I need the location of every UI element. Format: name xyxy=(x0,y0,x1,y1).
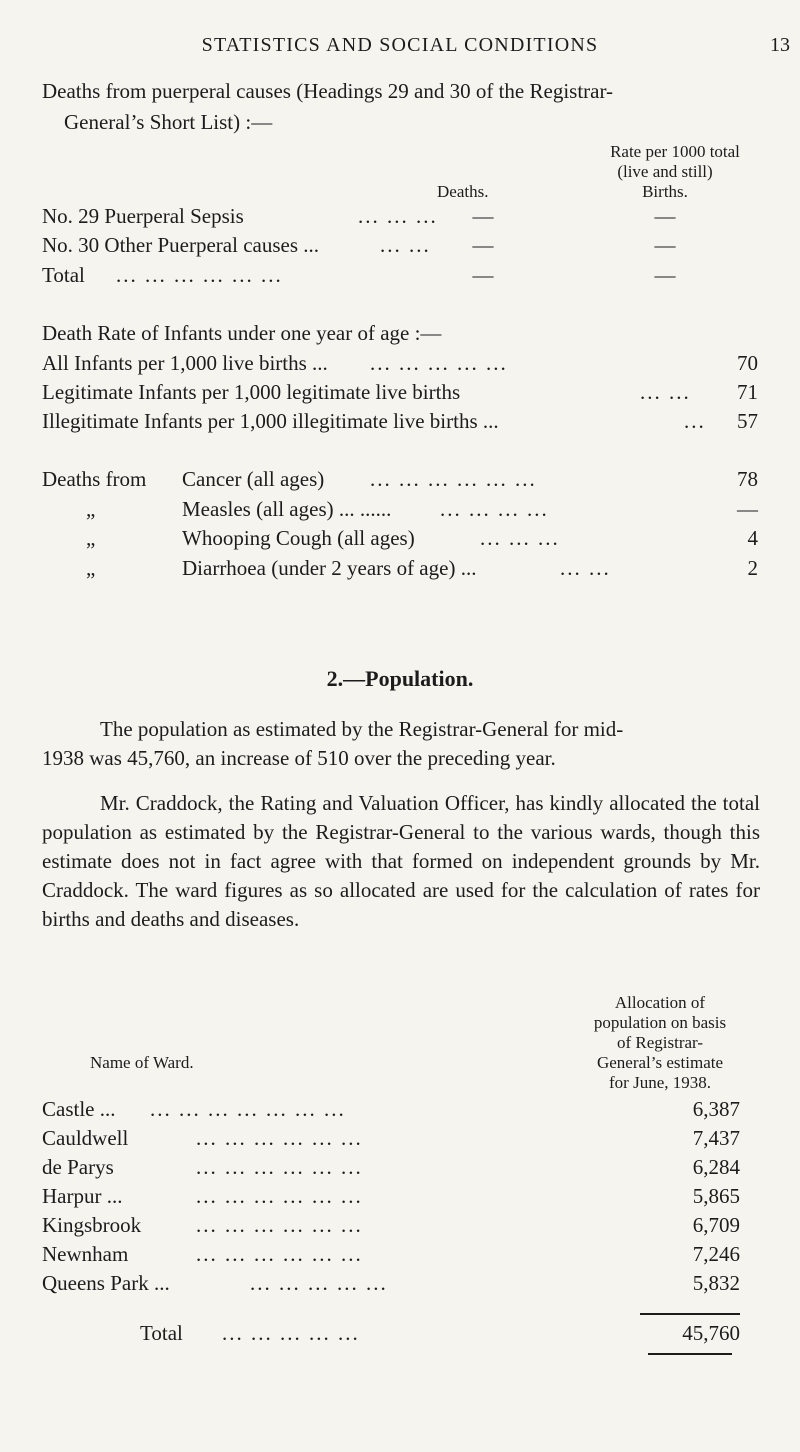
puerperal-intro-line-2: General’s Short List) :— xyxy=(64,110,273,134)
deaths-from-prefix: Deaths from xyxy=(42,467,147,491)
rate-col-header-1: Rate per 1000 total xyxy=(610,142,740,161)
alloc-col-header-1: Allocation of xyxy=(614,993,706,1012)
ward-population: 5,865 xyxy=(692,1184,740,1208)
deaths-col-header: Deaths. xyxy=(437,182,489,201)
total-rule-top xyxy=(640,1313,740,1315)
ward-population: 6,709 xyxy=(692,1213,740,1237)
infant-row-value: 71 xyxy=(737,380,758,404)
population-para1-line1: The population as estimated by the Registrar-General for mid- xyxy=(100,717,624,741)
deaths-from-prefix: „ xyxy=(86,497,96,521)
ward-population: 7,437 xyxy=(692,1126,740,1150)
leader-dots: ... ... ... xyxy=(358,204,438,228)
running-head: STATISTICS AND SOCIAL CONDITIONS xyxy=(201,34,599,56)
infant-row-label: Legitimate Infants per 1,000 legitimate live births xyxy=(42,380,461,404)
leader-dots: ... ... ... ... ... ... xyxy=(196,1126,363,1150)
leader-dots: ... ... xyxy=(560,556,611,580)
leader-dots: ... ... ... ... ... ... ... xyxy=(150,1097,346,1121)
rate-col-header-3: Births. xyxy=(642,182,688,201)
leader-dots: ... ... ... ... ... ... xyxy=(196,1213,363,1237)
page-number: 13 xyxy=(770,34,790,56)
puerperal-intro-line-1: Deaths from puerperal causes (Headings 29 and 30 of the Registrar- xyxy=(42,79,614,103)
ward-total-label: Total xyxy=(140,1321,183,1345)
leader-dots: ... xyxy=(684,409,706,433)
ward-total-value: 45,760 xyxy=(682,1321,740,1345)
ward-name: Cauldwell xyxy=(42,1126,129,1150)
total-rule-bottom xyxy=(648,1353,732,1355)
ward-population: 6,284 xyxy=(692,1155,740,1179)
leader-dots: ... ... ... ... ... ... xyxy=(116,263,283,287)
deaths-from-label: Measles (all ages) ... ...... xyxy=(182,497,392,521)
puerperal-row-deaths: — xyxy=(472,263,494,287)
population-paragraph-2: Mr. Craddock, the Rating and Valuation Officer, has kindly allocated the total population as estimated by the Registrar-General to the various wards, though this estimate does not in fact agree with that formed on independent grounds by Mr. Craddock. The ward figures as so allocated are used for the calculation of rates for births and deaths and diseases. xyxy=(42,791,760,931)
ward-name: de Parys xyxy=(42,1155,114,1179)
leader-dots: ... ... xyxy=(380,233,431,257)
ward-name: Harpur ... xyxy=(42,1184,123,1208)
leader-dots: ... ... ... ... ... ... xyxy=(196,1155,363,1179)
infant-row-value: 57 xyxy=(737,409,758,433)
deaths-from-prefix: „ xyxy=(86,556,96,580)
deaths-from-label: Diarrhoea (under 2 years of age) ... xyxy=(182,556,477,580)
leader-dots: ... ... xyxy=(640,380,691,404)
deaths-from-value: — xyxy=(737,497,758,521)
puerperal-row-label: Total xyxy=(42,263,85,287)
infant-row-label: Illegitimate Infants per 1,000 illegitimate live births ... xyxy=(42,409,499,433)
puerperal-row-deaths: — xyxy=(472,233,494,257)
leader-dots: ... ... ... xyxy=(480,526,560,550)
leader-dots: ... ... ... ... ... ... xyxy=(196,1184,363,1208)
puerperal-row-rate: — xyxy=(654,263,676,287)
leader-dots: ... ... ... ... xyxy=(440,497,549,521)
deaths-from-value: 4 xyxy=(747,526,758,550)
deaths-from-label: Cancer (all ages) xyxy=(182,467,325,491)
ward-name: Queens Park ... xyxy=(42,1271,170,1295)
deaths-from-label: Whooping Cough (all ages) xyxy=(182,526,415,550)
rate-col-header-2: (live and still) xyxy=(617,162,713,181)
ward-population: 6,387 xyxy=(692,1097,740,1121)
leader-dots: ... ... ... ... ... xyxy=(222,1321,360,1345)
infant-heading: Death Rate of Infants under one year of age :— xyxy=(42,321,442,345)
puerperal-row-label: No. 30 Other Puerperal causes ... xyxy=(42,233,319,257)
puerperal-row-label: No. 29 Puerperal Sepsis xyxy=(42,204,244,228)
ward-name: Kingsbrook xyxy=(42,1213,142,1237)
alloc-col-header-2: population on basis xyxy=(593,1013,727,1032)
leader-dots: ... ... ... ... ... xyxy=(250,1271,388,1295)
infant-row-label: All Infants per 1,000 live births ... xyxy=(42,351,328,375)
leader-dots: ... ... ... ... ... ... xyxy=(370,467,537,491)
deaths-from-value: 2 xyxy=(747,556,758,580)
ward-population: 5,832 xyxy=(692,1271,740,1295)
alloc-col-header-3: of Registrar- xyxy=(616,1033,704,1052)
puerperal-row-rate: — xyxy=(654,204,676,228)
alloc-col-header-5: for June, 1938. xyxy=(609,1073,711,1092)
leader-dots: ... ... ... ... ... ... xyxy=(196,1242,363,1266)
deaths-from-prefix: „ xyxy=(86,526,96,550)
alloc-col-header-4: General’s estimate xyxy=(596,1053,724,1072)
section-heading-population: 2.—Population. xyxy=(326,666,474,691)
ward-col-header: Name of Ward. xyxy=(90,1053,194,1072)
puerperal-row-deaths: — xyxy=(472,204,494,228)
ward-name: Castle ... xyxy=(42,1097,116,1121)
deaths-from-value: 78 xyxy=(737,467,758,491)
puerperal-row-rate: — xyxy=(654,233,676,257)
ward-population: 7,246 xyxy=(692,1242,740,1266)
ward-name: Newnham xyxy=(42,1242,129,1266)
leader-dots: ... ... ... ... ... xyxy=(370,351,508,375)
infant-row-value: 70 xyxy=(737,351,758,375)
population-para1-line2: 1938 was 45,760, an increase of 510 over the preceding year. xyxy=(42,746,556,770)
